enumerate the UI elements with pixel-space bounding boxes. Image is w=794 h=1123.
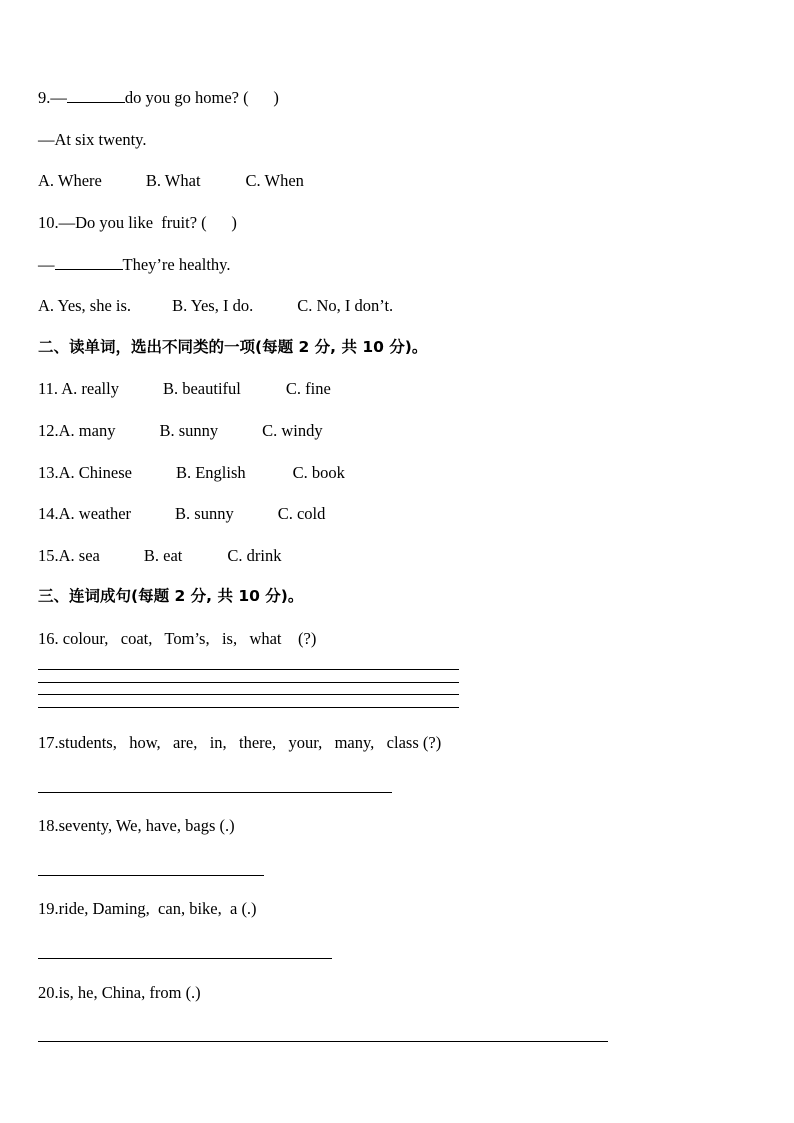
question-number: 12 [38,421,55,440]
option-c[interactable]: C. windy [262,421,323,440]
answer-line-18[interactable] [38,875,264,876]
question-20: 20.is, he, China, from (.) [38,983,201,1002]
option-a[interactable]: A. Where [38,171,102,190]
section-3-heading: 三、连词成句(每题 2 分, 共 10 分)。 [38,587,304,605]
question-19: 19.ride, Daming, can, bike, a (.) [38,899,257,918]
question-number: 14 [38,504,55,523]
option-b[interactable]: B. beautiful [162,379,241,398]
question-10-reply [38,255,230,275]
question-9-prefix: 9.— [38,88,67,107]
question-9 [38,88,279,108]
question-14 [38,504,325,524]
option-c[interactable]: C. When [245,171,304,190]
question-9-text: do you go home? ( ) [124,88,279,107]
option-b[interactable]: B. sunny [175,504,234,523]
answer-blank-9[interactable] [67,88,125,103]
section-2-heading: 二、读单词，选出不同类的一项(每题 2 分, 共 10 分)。 [38,338,428,356]
question-9-options [38,171,304,191]
question-18: 18.seventy, We, have, bags (.) [38,816,235,835]
option-c[interactable]: C. drink [227,546,282,565]
option-a[interactable]: . A. really [53,379,119,398]
option-c[interactable]: C. No, I don’t. [297,296,394,315]
option-b[interactable]: B. English [175,463,246,482]
option-a[interactable]: .A. sea [54,546,100,565]
answer-line-16[interactable] [38,669,459,670]
option-a[interactable]: A. Yes, she is. [38,296,132,315]
option-a[interactable]: .A. many [54,421,116,440]
question-number: 15 [38,546,55,565]
question-10: 10.—Do you like fruit? ( ) [38,213,237,232]
question-11 [38,379,331,399]
answer-line-17[interactable] [38,792,392,793]
question-13 [38,463,345,483]
answer-blank-10[interactable] [55,255,123,270]
option-b[interactable]: B. sunny [159,421,219,440]
option-a[interactable]: .A. weather [54,504,132,523]
answer-line-16[interactable] [38,694,459,695]
question-16: 16. colour, coat, Tom’s, is, what (?) [38,629,317,648]
option-b[interactable]: B. Yes, I do. [172,296,254,315]
option-c[interactable]: C. book [292,463,345,482]
question-9-answer: —At six twenty. [38,130,147,149]
question-15 [38,546,281,566]
option-a[interactable]: .A. Chinese [54,463,132,482]
answer-line-20[interactable] [38,1041,608,1042]
question-number: 11 [38,379,54,398]
question-number: 13 [38,463,55,482]
question-17: 17.students, how, are, in, there, your, many, class (?) [38,733,442,752]
option-c[interactable]: C. fine [285,379,331,398]
answer-line-16[interactable] [38,707,459,708]
answer-line-16[interactable] [38,682,459,683]
answer-line-19[interactable] [38,958,332,959]
option-b[interactable]: B. eat [143,546,183,565]
reply-text: They’re healthy. [122,255,231,274]
reply-prefix: — [38,255,55,274]
option-c[interactable]: C. cold [277,504,326,523]
question-10-options [38,296,393,316]
question-12 [38,421,323,441]
option-b[interactable]: B. What [145,171,201,190]
